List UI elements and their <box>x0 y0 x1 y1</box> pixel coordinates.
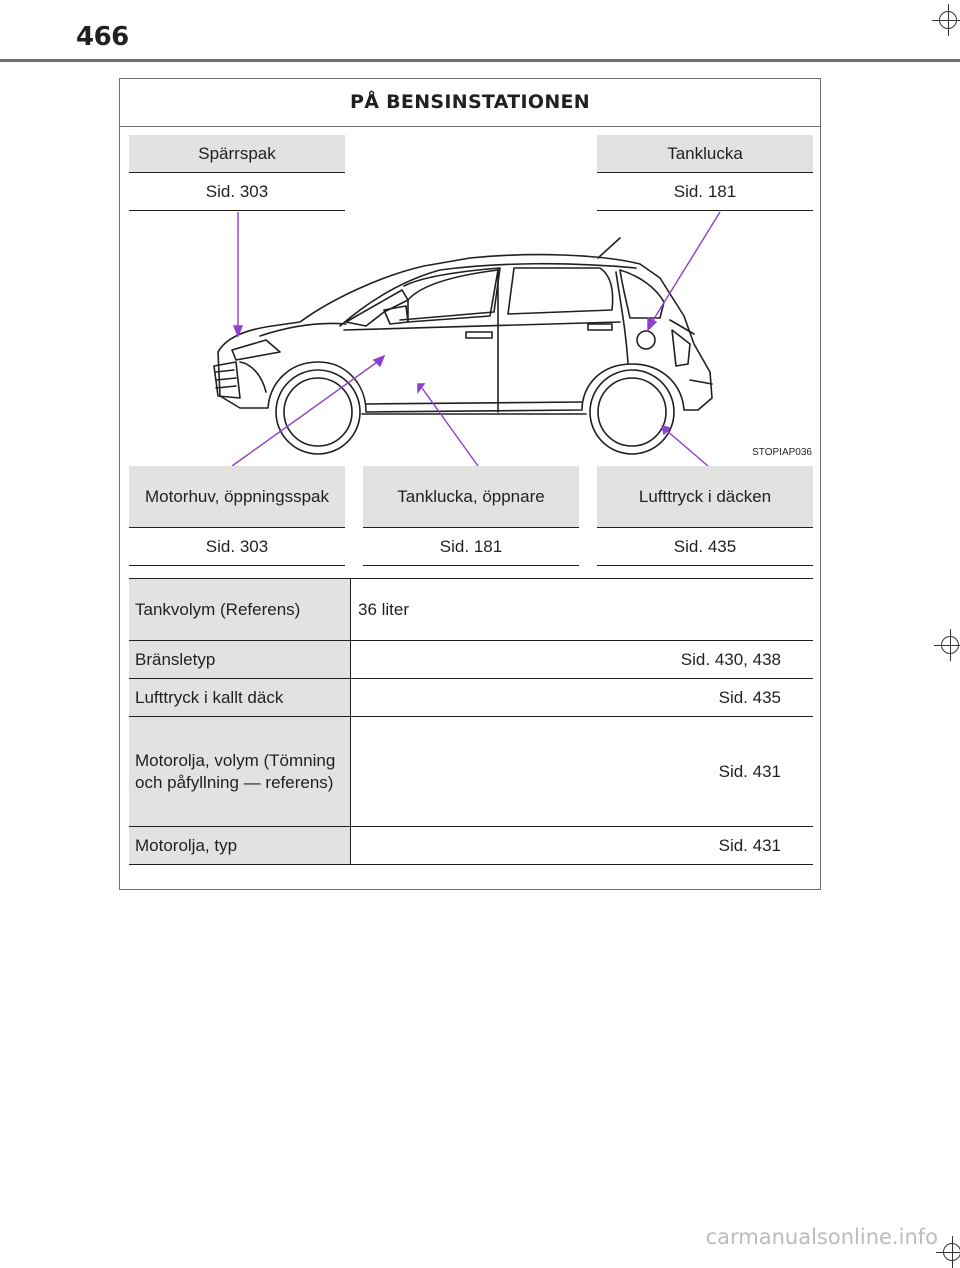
registration-mark-bottom <box>940 1240 960 1264</box>
page-number: 466 <box>76 22 129 52</box>
table-row <box>129 579 813 641</box>
callout-motorhuv <box>129 466 345 566</box>
callout-label: Motorhuv, öppningsspak <box>129 466 345 528</box>
callout-label: Lufttryck i däcken <box>597 466 813 528</box>
spec-table <box>129 578 813 865</box>
spec-key: Motorolja, volym (Tömning och påfyllning — referens) <box>129 717 351 827</box>
registration-mark-top <box>936 8 960 32</box>
spec-value: 36 liter <box>351 579 814 641</box>
registration-mark-middle <box>938 633 960 657</box>
callout-page-ref: Sid. 303 <box>129 173 345 211</box>
callout-page-ref: Sid. 303 <box>129 528 345 566</box>
top-rule <box>0 59 960 62</box>
spec-value: Sid. 431 <box>351 827 814 865</box>
callout-label: Spärrspak <box>129 135 345 173</box>
table-row <box>129 717 813 827</box>
spec-value: Sid. 430, 438 <box>351 641 814 679</box>
spec-value: Sid. 431 <box>351 717 814 827</box>
spec-key: Tankvolym (Referens) <box>129 579 351 641</box>
table-row <box>129 641 813 679</box>
callout-lufttryck <box>597 466 813 566</box>
callout-page-ref: Sid. 435 <box>597 528 813 566</box>
table-row <box>129 679 813 717</box>
callout-page-ref: Sid. 181 <box>597 173 813 211</box>
spec-key: Lufttryck i kallt däck <box>129 679 351 717</box>
spec-key: Bränsletyp <box>129 641 351 679</box>
callout-sparrspak <box>129 135 345 211</box>
callout-page-ref: Sid. 181 <box>363 528 579 566</box>
callout-label: Tanklucka, öppnare <box>363 466 579 528</box>
table-row <box>129 827 813 865</box>
callout-tanklucka-oppnare <box>363 466 579 566</box>
spec-key: Motorolja, typ <box>129 827 351 865</box>
spec-value: Sid. 435 <box>351 679 814 717</box>
illustration-code: STOPIAP036 <box>752 447 812 458</box>
callout-tanklucka <box>597 135 813 211</box>
watermark: carmanualsonline.info <box>705 1225 938 1249</box>
panel-title: PÅ BENSINSTATIONEN <box>120 79 820 127</box>
callout-label: Tanklucka <box>597 135 813 173</box>
